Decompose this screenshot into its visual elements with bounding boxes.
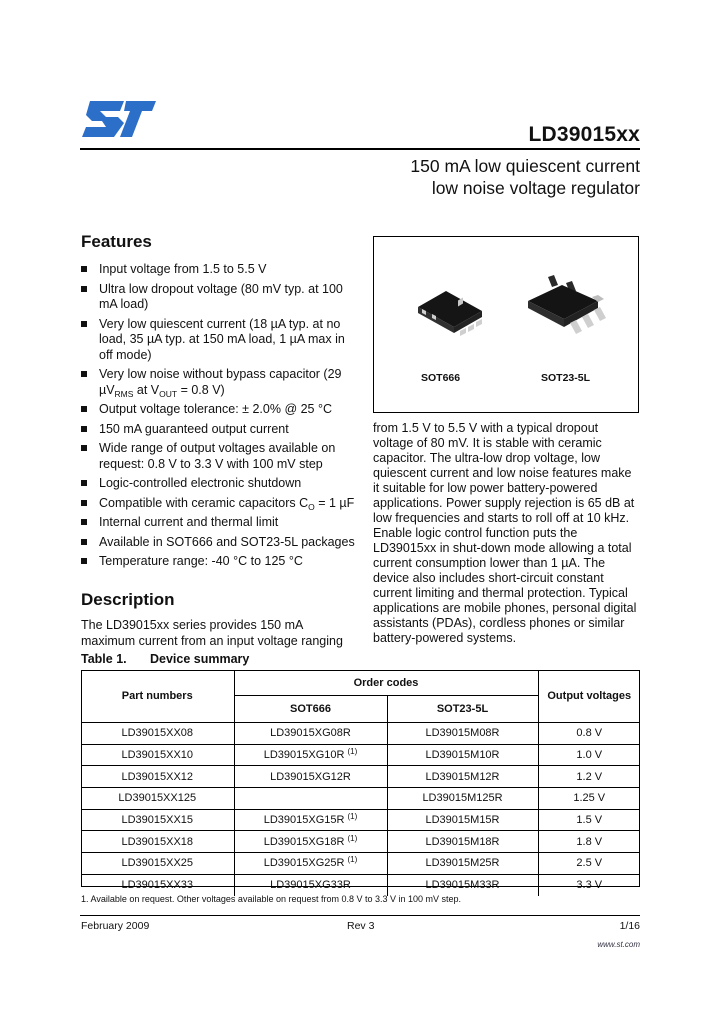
bullet-icon <box>81 445 87 451</box>
features-heading: Features <box>81 232 152 251</box>
table-row: LD39015XX10 LD39015XG10R $^{(1)}$ LD39015M10R 1.0 V <box>81 744 640 766</box>
header-part-numbers: Part numbers <box>81 670 234 723</box>
logo-s-shape <box>82 101 124 137</box>
bullet-icon <box>81 266 87 272</box>
footer-page-number: 1/16 <box>619 920 640 932</box>
bullet-icon <box>81 500 87 506</box>
logo-t-shape <box>120 101 156 137</box>
header-sot23: SOT23-5L <box>387 696 538 723</box>
table-row: LD39015XX15 LD39015XG15R $^{(1)}$ LD39015M15R 1.5 V <box>81 809 640 831</box>
table-caption: Table 1. Device summary <box>81 652 250 666</box>
table-row: LD39015XX18 LD39015XG18R $^{(1)}$ LD39015M18R 1.8 V <box>81 831 640 853</box>
feature-item: Available in SOT666 and SOT23-5L packages <box>81 535 356 551</box>
document-title: LD39015xx <box>528 123 640 146</box>
feature-item: Logic-controlled electronic shutdown <box>81 476 356 492</box>
subtitle-line-1: 150 mA low quiescent current <box>410 156 640 176</box>
sot23-label: SOT23-5L <box>541 372 591 384</box>
table-row: LD39015XX25 LD39015XG25R $^{(1)}$ LD39015M25R 2.5 V <box>81 853 640 875</box>
table-row: LD39015XX12 LD39015XG12R LD39015M12R 1.2 V <box>81 766 640 788</box>
header-order-codes: Order codes <box>353 676 419 689</box>
package-image-box <box>373 236 639 413</box>
footer-rule <box>80 915 640 916</box>
sot666-label: SOT666 <box>421 372 461 384</box>
header-sot666: SOT666 <box>234 696 387 723</box>
footer-revision: Rev 3 <box>347 920 375 932</box>
st-logo <box>80 97 156 141</box>
sot23-package-image <box>522 275 608 337</box>
bullet-icon <box>81 558 87 564</box>
header-output-voltages: Output voltages <box>538 670 640 723</box>
feature-item: Ultra low dropout voltage (80 mV typ. at 100 mA load) <box>81 282 356 313</box>
device-summary-table <box>81 670 640 896</box>
sot666-package-image <box>412 285 492 343</box>
features-list <box>81 262 356 574</box>
bullet-icon <box>81 426 87 432</box>
feature-item: Wide range of output voltages available on request: 0.8 V to 3.3 V with 100 mV step <box>81 441 356 472</box>
feature-item: Temperature range: -40 °C to 125 °C <box>81 554 356 570</box>
subtitle-line-2: low noise voltage regulator <box>431 178 640 198</box>
table-footnote: 1. Available on request. Other voltages available on request from 0.8 V to 3.3 V in 100 mV step. <box>81 894 462 904</box>
bullet-icon <box>81 406 87 412</box>
bullet-icon <box>81 480 87 486</box>
footer-date: February 2009 <box>81 920 150 932</box>
description-heading: Description <box>81 590 175 609</box>
feature-item: Very low noise without bypass capacitor (29 µV$_{RMS}$ at $V_{OUT} = 0.8$ V) <box>81 367 356 398</box>
feature-item: Input voltage from 1.5 to 5.5 V <box>81 262 356 278</box>
feature-item: 150 mA guaranteed output current <box>81 422 356 438</box>
table-row: LD39015XX33 LD39015XG33R LD39015M33R 3.3 V <box>81 874 640 895</box>
table-row: LD39015XX08 LD39015XG08R LD39015M08R 0.8 V <box>81 723 640 745</box>
document-subtitle <box>410 155 640 199</box>
bullet-icon <box>81 539 87 545</box>
feature-item: Compatible with ceramic capacitors $C_O = 1$ µF <box>81 496 356 512</box>
bullet-icon <box>81 321 87 327</box>
bullet-icon <box>81 371 87 377</box>
feature-item: Internal current and thermal limit <box>81 515 356 531</box>
bullet-icon <box>81 519 87 525</box>
title-rule <box>80 148 640 150</box>
table-row: LD39015XX125 LD39015M125R 1.25 V <box>81 788 640 810</box>
feature-item: Very low quiescent current (18 µA typ. at no load, 35 µA typ. at 150 mA load, 1 µA max in off mode) <box>81 317 356 364</box>
description-text-right: from 1.5 V to 5.5 V with a typical dropout voltage of 80 mV. It is stable with ceramic capacitor. The ultra-low drop voltage, low quiescent current and low noise features make it suitable for low power battery-powered applications. Power supply rejection is 65 dB at low frequencies and starts to roll off at 10 kHz. Enable logic control function puts the LD39015xx in shut-down mode allowing a total current consumption lower than 1 µA. The device also includes short-circuit constant current limiting and thermal protection. Typical applications are mobile phones, personal digital assistants (PDAs), cordless phones or similar battery-powered systems. <box>373 421 637 645</box>
bullet-icon <box>81 286 87 292</box>
feature-item: Output voltage tolerance: ± 2.0% @ 25 °C <box>81 402 356 418</box>
footer-url-link[interactable]: www.st.com <box>597 940 640 949</box>
description-text-left: The LD39015xx series provides 150 mA maximum current from an input voltage ranging <box>81 618 343 648</box>
